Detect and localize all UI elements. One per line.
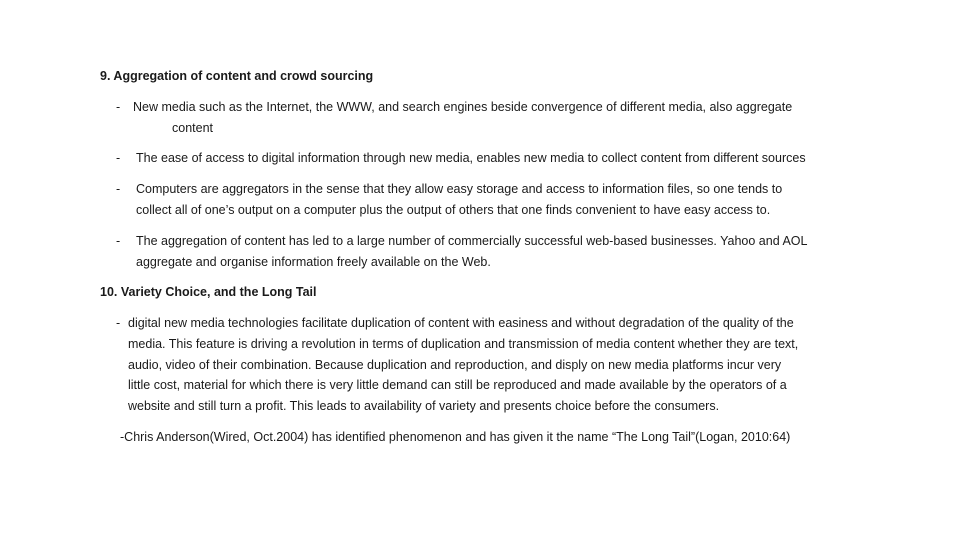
bullet-4-line-2: aggregate and organise information freely available on the Web. (136, 255, 491, 269)
paragraph-dash: - (116, 316, 121, 330)
section-9-heading: 9. Aggregation of content and crowd sourcing (100, 69, 374, 83)
paragraph-line-4: little cost, material for which there is very little demand can still be reproduced and made available by the operators of a (128, 378, 787, 392)
bullet-1-line-1: New media such as the Internet, the WWW, and search engines beside convergence of different media, also aggregate (133, 100, 793, 114)
bullet-3-line-2: collect all of one’s output on a computer plus the output of others that one finds convenient to have easy access to. (136, 203, 771, 217)
bullet-1-line-2: content (172, 121, 214, 135)
paragraph-line-1: digital new media technologies facilitate duplication of content with easiness and without degradation of the quality of the (128, 316, 794, 330)
citation: -Chris Anderson(Wired, Oct.2004) has identified phenomenon and has given it the name “The Long Tail”(Logan, 2010:64) (120, 430, 791, 444)
bullet-dash: - (116, 234, 121, 248)
section-10-heading: 10. Variety Choice, and the Long Tail (100, 285, 317, 299)
bullet-3-line-1: Computers are aggregators in the sense that they allow easy storage and access to information files, so one tends to (136, 182, 783, 196)
paragraph-line-5: website and still turn a profit. This leads to availability of variety and presents choice before the consumers. (128, 399, 720, 413)
bullet-4-line-1: The aggregation of content has led to a large number of commercially successful web-based businesses. Yahoo and AOL (136, 234, 808, 248)
paragraph-line-3: audio, video of their combination. Because duplication and reproduction, and disply on new media platforms incur very (128, 358, 782, 372)
bullet-dash: - (116, 151, 121, 165)
bullet-dash: - (116, 182, 121, 196)
bullet-2-line-1: The ease of access to digital information through new media, enables new media to collect content from different sources (136, 151, 806, 165)
bullet-dash: - (116, 100, 121, 114)
paragraph-line-2: media. This feature is driving a revolution in terms of duplication and transmission of media content whether they are text, (128, 337, 799, 351)
